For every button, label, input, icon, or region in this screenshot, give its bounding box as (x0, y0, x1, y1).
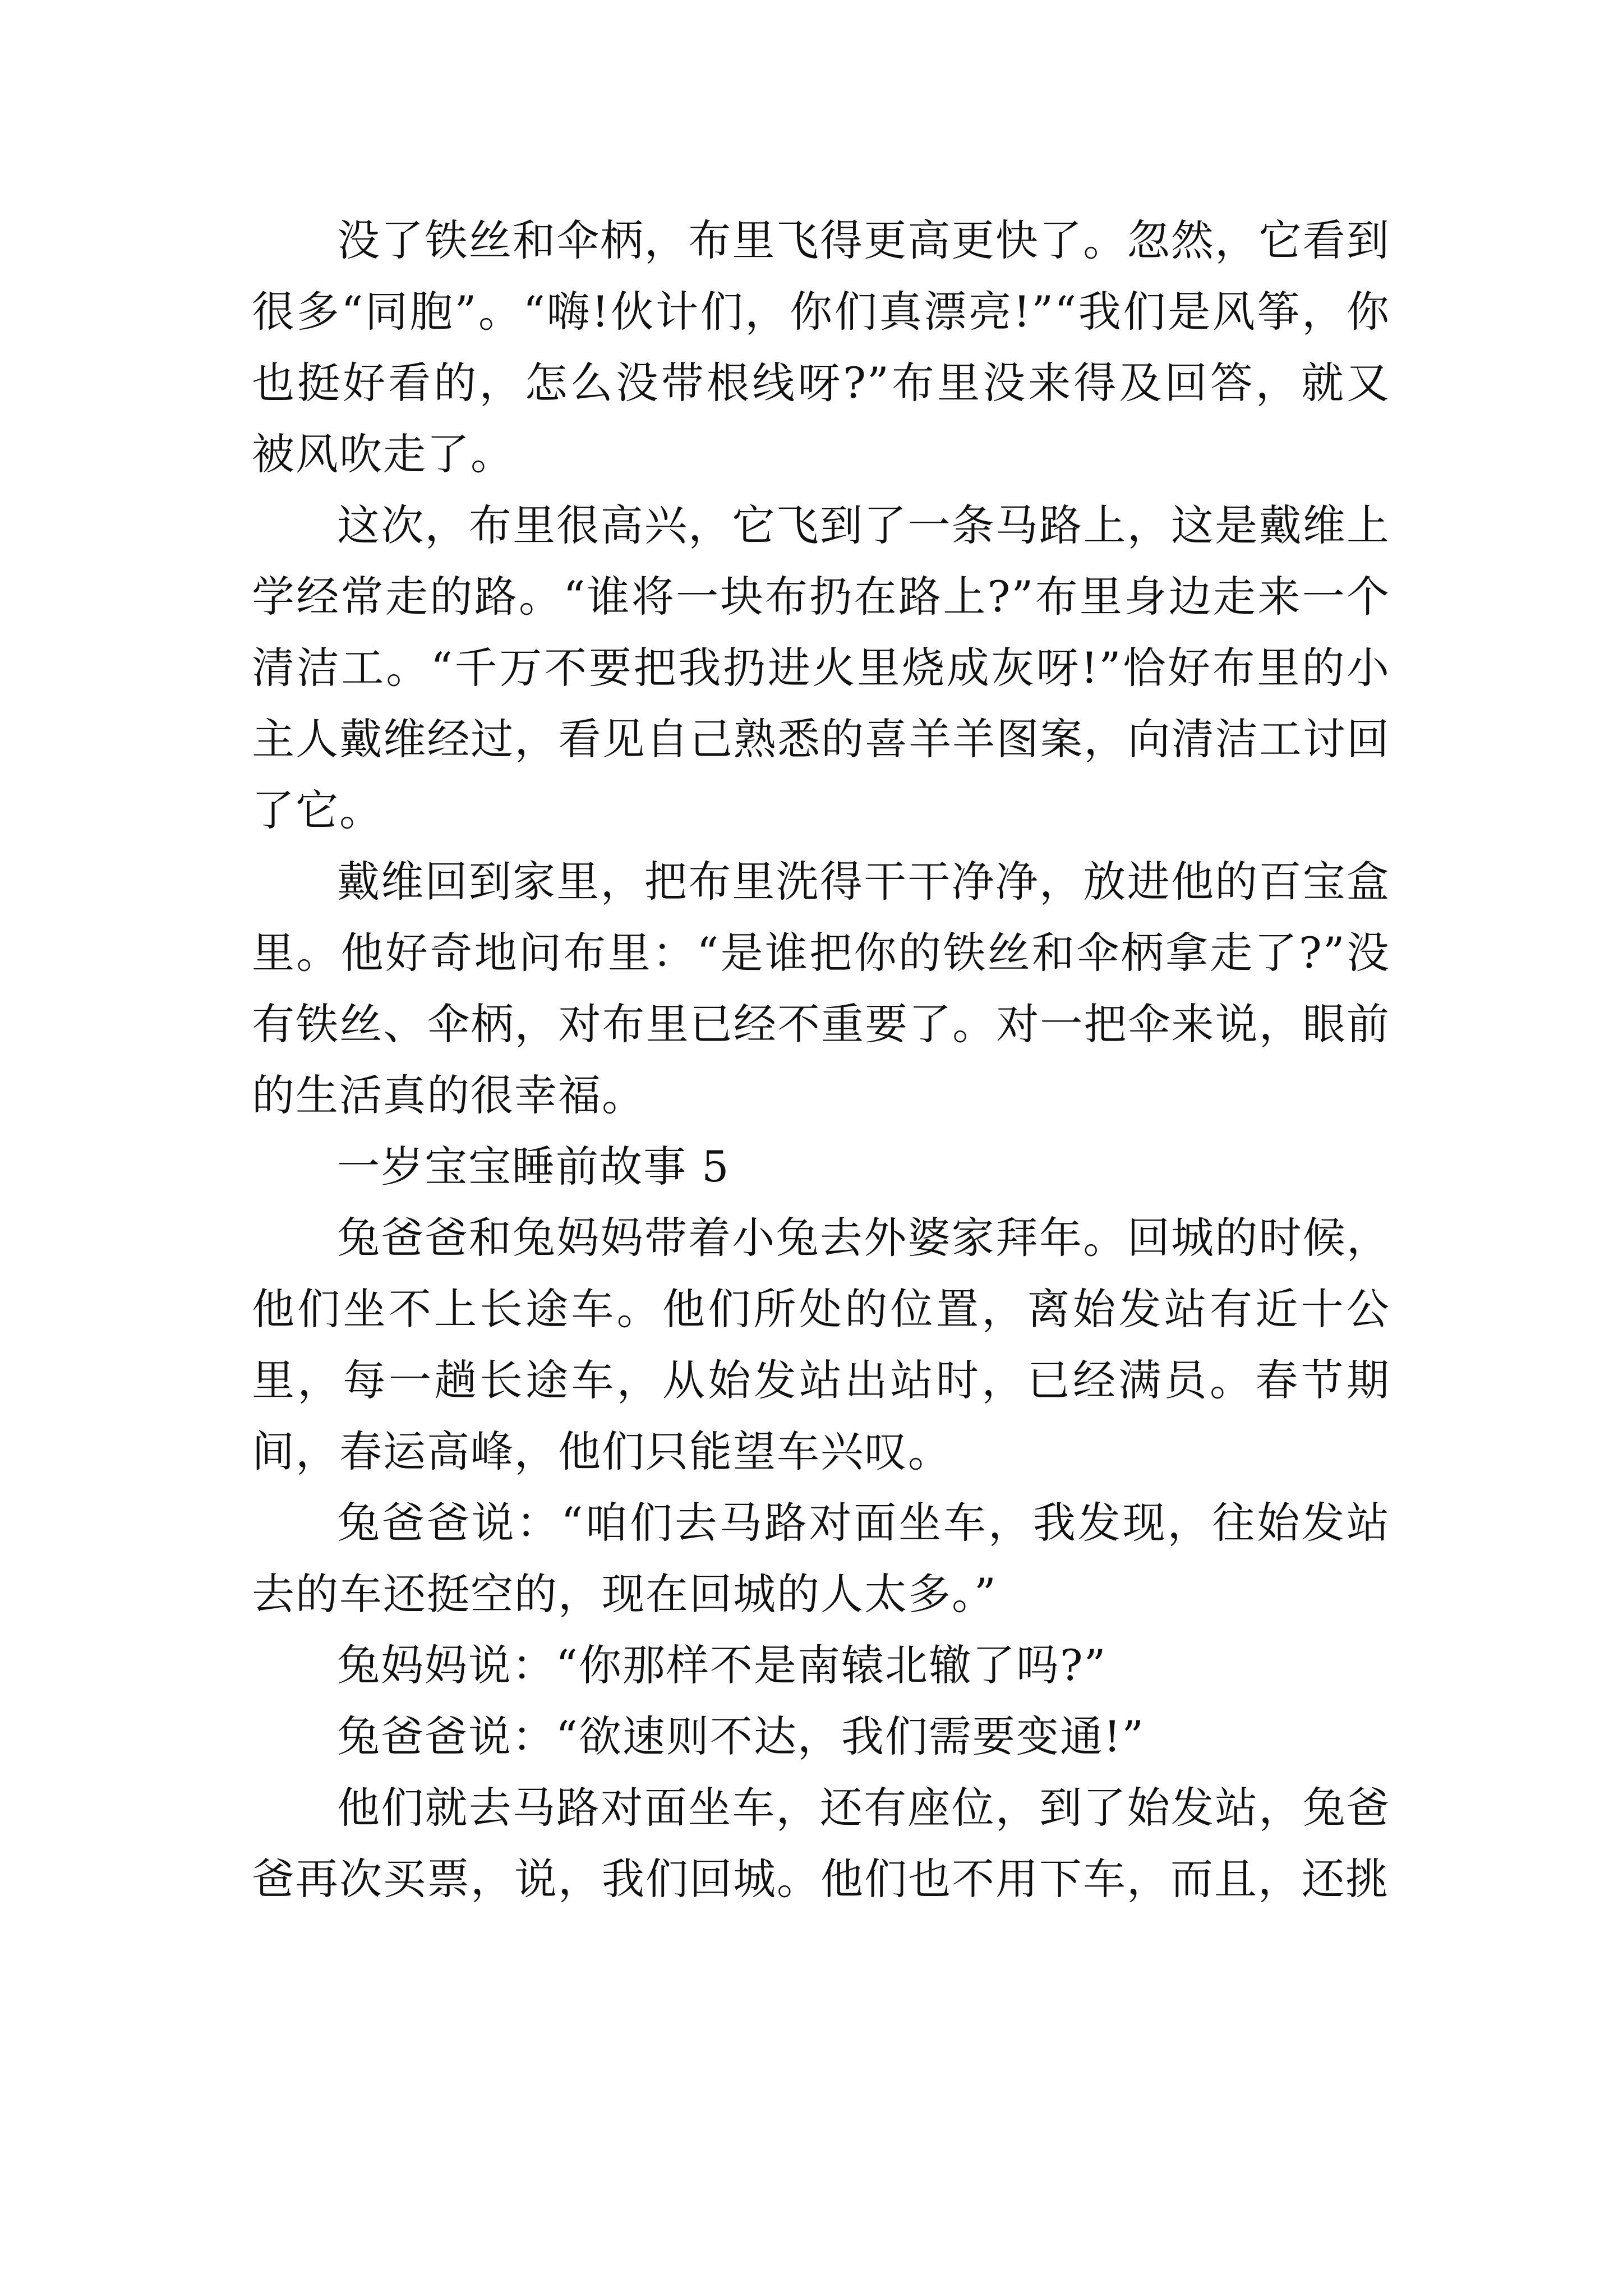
paragraph: 他们就去马路对面坐车，还有座位，到了始发站，兔爸爸再次买票，说，我们回城。他们也不用下车，而且，还挑 (252, 1783, 1390, 1904)
paragraph: 兔妈妈说：“你那样不是南辕北辙了吗?” (337, 1640, 1107, 1690)
section-title: 一岁宝宝睡前故事 5 (337, 1142, 730, 1191)
paragraph: 戴维回到家里，把布里洗得干干净净，放进他的百宝盒里。他好奇地问布里：“是谁把你的铁丝和伞柄拿走了?”没有铁丝、伞柄，对布里已经不重要了。对一把伞来说，眼前的生活真的很幸福。 (252, 857, 1390, 1120)
paragraph: 兔爸爸说：“咱们去马路对面坐车，我发现，往始发站去的车还挺空的，现在回城的人太多。” (252, 1498, 1390, 1619)
paragraph: 兔爸爸和兔妈妈带着小兔去外婆家拜年。回城的时候，他们坐不上长途车。他们所处的位置，离始发站有近十公里，每一趟长途车，从始发站出站时，已经满员。春节期间，春运高峰，他们只能望车兴叹。 (252, 1213, 1390, 1476)
paragraph: 没了铁丝和伞柄，布里飞得更高更快了。忽然，它看到很多“同胞”。“嗨!伙计们，你们真漂亮!”“我们是风筝，你也挺好看的，怎么没带根线呀?”布里没来得及回答，就又被风吹走了。 (252, 215, 1390, 479)
paragraph: 兔爸爸说：“欲速则不达，我们需要变通!” (337, 1711, 1145, 1761)
paragraph: 这次，布里很高兴，它飞到了一条马路上，这是戴维上学经常走的路。“谁将一块布扔在路上?”布里身边走来一个清洁工。“千万不要把我扔进火里烧成灰呀!”恰好布里的小主人戴维经过，看见自己熟悉的喜羊羊图案，向清洁工讨回了它。 (252, 500, 1390, 835)
document-body (252, 205, 1390, 1915)
